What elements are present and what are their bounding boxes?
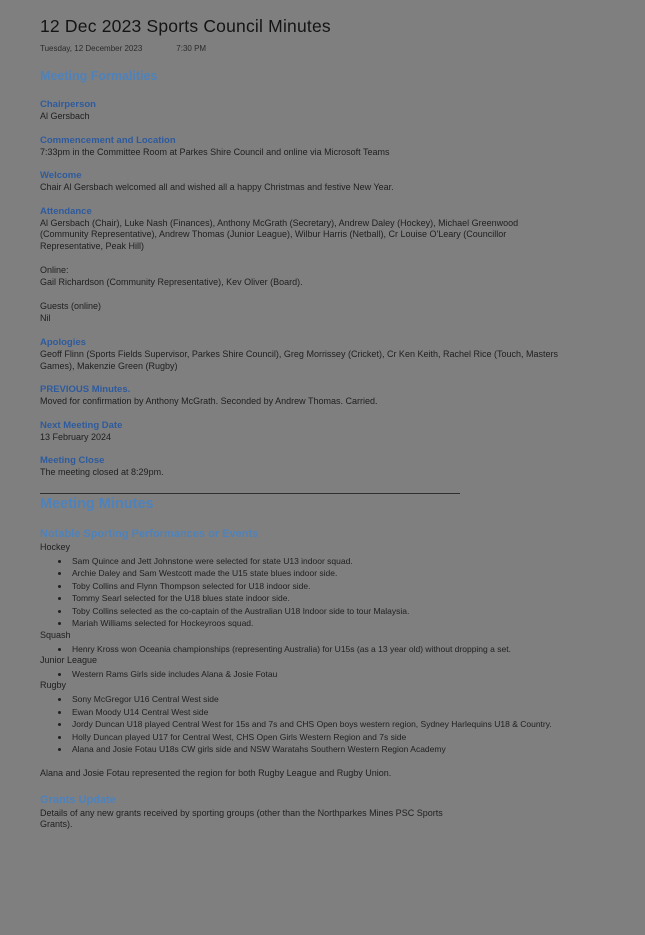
section-chairperson [40, 99, 595, 123]
commencement-value: 7:33pm in the Committee Room at Parkes Shire Council and online via Microsoft Teams [40, 146, 390, 157]
section-welcome [40, 170, 595, 194]
meeting-close-label: Meeting Close [40, 455, 105, 467]
commencement-label: Commencement and Location [40, 134, 176, 146]
section-attendance [40, 206, 595, 253]
list-item: • Tommy Searl selected for the U18 blues state indoor side. [70, 592, 575, 605]
section-previous-minutes [40, 384, 595, 408]
list-item: • Western Rams Girls side includes Alana & Josie Fotau [70, 668, 575, 681]
hockey-label: Hockey [40, 541, 71, 552]
dateline [40, 44, 595, 53]
junior-league-list [40, 668, 575, 681]
online-value: Gail Richardson (Community Representative), Kev Oliver (Board). [40, 277, 303, 288]
meeting-close-value: The meeting closed at 8:29pm. [40, 467, 164, 478]
list-item: • Sam Quince and Jett Johnstone were selected for state U13 indoor squad. [70, 555, 575, 568]
attendance-label: Attendance [40, 205, 92, 217]
chairperson-label: Chairperson [40, 99, 96, 110]
list-item: • Henry Kross won Oceania championships (representing Australia) for U15s (as a 13 year old) without dropping a set. [70, 643, 575, 656]
welcome-value: Chair Al Gersbach welcomed all and wished all a happy Christmas and festive New Year. [40, 182, 394, 193]
list-item: • Archie Daley and Sam Westcott made the U15 state blues indoor side. [70, 567, 575, 580]
hockey-list [40, 555, 575, 631]
meeting-time: 7:30 PM [176, 44, 207, 53]
section-heading-meeting-minutes: Meeting Minutes [40, 495, 154, 512]
squash-label: Squash [40, 630, 71, 641]
section-commencement [40, 135, 595, 159]
list-item: • Sony McGregor U16 Central West side [70, 693, 575, 706]
section-online-attendance [40, 265, 595, 289]
section-meeting-close [40, 455, 595, 479]
rugby-footnote: Alana and Josie Fotau represented the region for both Rugby League and Rugby Union. [40, 768, 392, 778]
previous-minutes-value: Moved for confirmation by Anthony McGrath. Seconded by Andrew Thomas. Carried. [40, 396, 378, 407]
list-item: • Ewan Moody U14 Central West side [70, 706, 575, 719]
apologies-label: Apologies [40, 336, 86, 348]
section-apologies [40, 337, 595, 372]
previous-minutes-label: PREVIOUS Minutes. [40, 384, 131, 396]
page-title: 12 Dec 2023 Sports Council Minutes [40, 16, 331, 36]
welcome-label: Welcome [40, 170, 82, 182]
list-item: • Toby Collins and Flynn Thompson selected for U18 indoor side. [70, 580, 575, 593]
heading-notable-performances: Notable Sporting Performances or Events [40, 527, 259, 540]
chairperson-value: Al Gersbach [40, 111, 90, 121]
rugby-list [40, 693, 575, 756]
meeting-date: Tuesday, 12 December 2023 [40, 44, 143, 53]
list-item: • Mariah Williams selected for Hockeyroos squad. [70, 617, 575, 630]
heading-grants-update: Grants Update [40, 793, 116, 806]
guests-label: Guests (online) [40, 300, 102, 311]
junior-league-label: Junior League [40, 655, 98, 666]
section-next-meeting-date [40, 420, 595, 444]
grants-body: Details of any new grants received by sporting groups (other than the Northparkes Mines PSC Sports Grants). [40, 807, 443, 830]
list-item: • Jordy Duncan U18 played Central West for 15s and 7s and CHS Open boys western region, Sydney Harlequins U18 & Country. [70, 718, 575, 731]
list-item: • Holly Duncan played U17 for Central West, CHS Open Girls Western Region and 7s side [70, 731, 575, 744]
attendance-value: Al Gersbach (Chair), Luke Nash (Finances), Anthony McGrath (Secretary), Andrew Daley (Hockey), Michael Greenwood (Community Representative), Andrew Thomas (Junior League), Wilbur Harris (Netball), Cr Louise O'Leary (Councillor Representative, Peak Hill) [40, 217, 519, 251]
next-meeting-label: Next Meeting Date [40, 419, 123, 431]
section-guests [40, 301, 595, 325]
list-item: • Toby Collins selected as the co-captain of the Australian U18 Indoor side to tour Malaysia. [70, 605, 575, 618]
guests-value: Nil [40, 313, 51, 324]
online-label: Online: [40, 264, 69, 275]
apologies-value: Geoff Flinn (Sports Fields Supervisor, Parkes Shire Council), Greg Morrissey (Cricket), Cr Ken Keith, Rachel Rice (Touch, Masters Games), Makenzie Green (Rugby) [40, 348, 559, 371]
rugby-label: Rugby [40, 680, 67, 691]
section-heading-meeting-formalities: Meeting Formalities [40, 69, 158, 83]
section-divider [40, 493, 460, 494]
squash-list [40, 643, 575, 656]
list-item: • Alana and Josie Fotau U18s CW girls side and NSW Waratahs Southern Western Region Academy [70, 743, 575, 756]
next-meeting-value: 13 February 2024 [40, 431, 112, 442]
